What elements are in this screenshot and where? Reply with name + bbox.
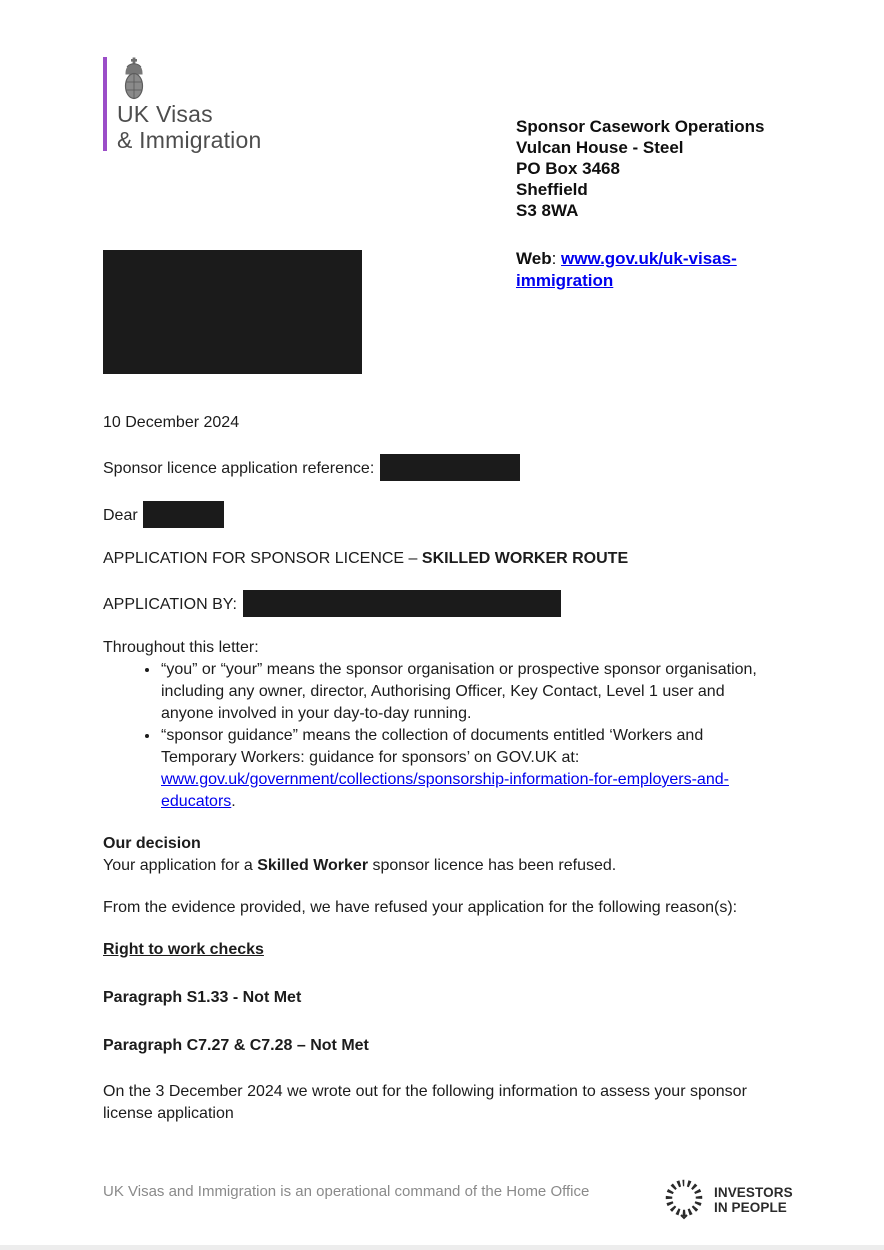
sender-line: Sponsor Casework Operations bbox=[516, 117, 765, 136]
decision-pre: Your application for a bbox=[103, 857, 258, 874]
application-by-label: APPLICATION BY: bbox=[103, 596, 237, 613]
reference-label: Sponsor licence application reference: bbox=[103, 460, 375, 477]
guidance-text: “sponsor guidance” means the collection of documents entitled ‘Workers and Temporary Workers: guidance for sponsors’ on GOV.UK at: bbox=[161, 727, 704, 766]
subject-bold: SKILLED WORKER ROUTE bbox=[421, 550, 629, 567]
definitions-intro: Throughout this letter: bbox=[103, 639, 259, 656]
footer-disclaimer: UK Visas and Immigration is an operational command of the Home Office bbox=[103, 1183, 590, 1200]
brand-purple-bar bbox=[103, 57, 107, 151]
logo-text-line1: UK Visas bbox=[117, 101, 213, 127]
sender-line: Vulcan House - Steel bbox=[516, 138, 684, 157]
investors-in-people-logo bbox=[662, 1174, 793, 1225]
definitions-list bbox=[103, 659, 781, 813]
subject-line bbox=[103, 548, 781, 570]
closing-paragraph: On the 3 December 2024 we wrote out for the following information to assess your sponsor license application bbox=[103, 1083, 747, 1122]
sender-line: S3 8WA bbox=[516, 201, 579, 220]
web-label: Web bbox=[516, 249, 552, 268]
royal-crest-icon bbox=[119, 57, 261, 101]
laurel-wreath-icon bbox=[662, 1174, 706, 1225]
section-heading-right-to-work: Right to work checks bbox=[103, 941, 264, 958]
decision-route: Skilled Worker bbox=[257, 857, 369, 874]
web-line bbox=[516, 248, 792, 292]
letter-body bbox=[103, 412, 781, 1145]
subject-regular: APPLICATION FOR SPONSOR LICENCE – bbox=[103, 550, 422, 567]
letter-date: 10 December 2024 bbox=[103, 414, 240, 431]
sender-line: Sheffield bbox=[516, 180, 588, 199]
ukvi-logo bbox=[103, 57, 261, 153]
sponsor-guidance-link[interactable]: www.gov.uk/government/collections/sponsorship-information-for-employers-and-educators bbox=[161, 771, 729, 810]
salutation-line bbox=[103, 501, 781, 528]
application-by-redaction bbox=[243, 590, 561, 617]
web-separator: : bbox=[551, 249, 562, 268]
sender-address-block bbox=[516, 116, 792, 292]
paragraph-s133-heading: Paragraph S1.33 - Not Met bbox=[103, 989, 302, 1006]
recipient-address-redaction bbox=[103, 250, 362, 374]
definition-item-you: • “you” or “your” means the sponsor organisation or prospective sponsor organisation, including any owner, director, Authorising Officer, Key Contact, Level 1 user and anyone involved in your day-to-day running. bbox=[160, 659, 781, 725]
decision-heading: Our decision bbox=[103, 835, 201, 852]
sender-line: PO Box 3468 bbox=[516, 159, 620, 178]
guidance-period: . bbox=[231, 793, 236, 810]
iip-line1: INVESTORS bbox=[714, 1184, 793, 1200]
reasons-paragraph: From the evidence provided, we have refused your application for the following reason(s): bbox=[103, 899, 738, 916]
application-by-line bbox=[103, 590, 781, 617]
decision-line bbox=[103, 855, 781, 877]
logo-text-line2: & Immigration bbox=[117, 127, 262, 153]
iip-line2: IN PEOPLE bbox=[714, 1199, 787, 1215]
page-bottom-edge bbox=[0, 1245, 884, 1250]
reference-redaction bbox=[380, 454, 520, 481]
salutation-label: Dear bbox=[103, 507, 138, 524]
definition-item-guidance bbox=[160, 725, 781, 813]
decision-post: sponsor licence has been refused. bbox=[368, 857, 617, 874]
web-url-link[interactable]: www.gov.uk/uk-visas-immigration bbox=[516, 249, 737, 290]
salutation-redaction bbox=[143, 501, 224, 528]
reference-line bbox=[103, 454, 781, 481]
paragraph-c727-heading: Paragraph C7.27 & C7.28 – Not Met bbox=[103, 1037, 369, 1054]
